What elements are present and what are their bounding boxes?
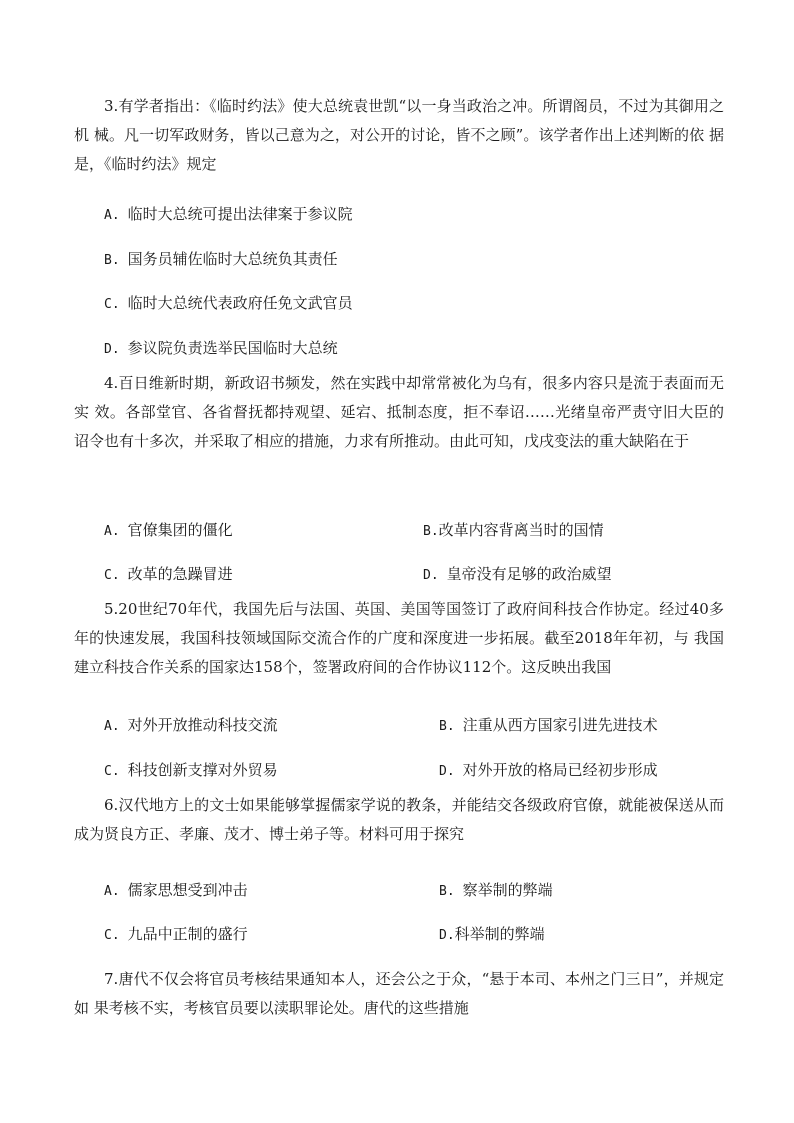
- option-letter: D.: [423, 568, 439, 583]
- option-letter: D.: [104, 342, 120, 357]
- option-letter: D.: [439, 928, 455, 943]
- option-letter: C.: [104, 764, 120, 779]
- option-text: 临时大总统代表政府任免文武官员: [127, 294, 353, 312]
- question-5: [74, 595, 724, 682]
- option-text: 皇帝没有足够的政治威望: [446, 565, 612, 583]
- question-6: [74, 791, 724, 849]
- question-stem: 5.20世纪70年代，我国先后与法国、英国、美国等国签订了政府间科技合作协定。经过40多 年的快速发展，我国科技领域国际交流合作的广度和深度进一步拓展。截至2018年年初，与 我国建立科技合作关系的国家达158个，签署政府间的合作协议112个。这反映出我国: [74, 600, 724, 676]
- option-a[interactable]: [104, 715, 278, 737]
- option-letter: C.: [104, 297, 120, 312]
- option-text: 儒家思想受到冲击: [127, 881, 248, 899]
- option-letter: B.: [439, 719, 455, 734]
- option-text: 改革的急躁冒进: [127, 565, 233, 583]
- option-letter: B.: [439, 884, 455, 899]
- option-c[interactable]: [104, 760, 278, 782]
- option-letter: A.: [104, 884, 120, 899]
- option-text: 九品中正制的盛行: [127, 925, 248, 943]
- option-letter: A.: [104, 208, 120, 223]
- option-b[interactable]: [439, 715, 658, 737]
- option-letter: B.: [104, 253, 120, 268]
- option-text: 科举制的弊端: [454, 925, 545, 943]
- question-stem: 4.百日维新时期，新政诏书频发，然在实践中却常常被化为乌有，很多内容只是流于表面而无实 效。各部堂官、各省督抚都持观望、延宕、抵制态度，拒不奉诏……光绪皇帝严责守旧大臣的 诏令也有十多次，并采取了相应的措施，力求有所推动。由此可知，戊戌变法的重大缺陷在于: [74, 374, 724, 450]
- question-stem: 3.有学者指出：《临时约法》使大总统袁世凯“以一身当政治之冲。所谓阁员，不过为其御用之机 械。凡一切军政财务，皆以己意为之，对公开的讨论，皆不之顾”。该学者作出上述判断的依 据是，《临时约法》规定: [74, 97, 724, 173]
- option-b[interactable]: [423, 520, 604, 542]
- option-c[interactable]: [104, 564, 233, 586]
- option-text: 对外开放推动科技交流: [127, 716, 278, 734]
- option-a[interactable]: [104, 204, 353, 226]
- option-text: 注重从西方国家引进先进技术: [462, 716, 658, 734]
- option-letter: C.: [104, 928, 120, 943]
- option-letter: C.: [104, 568, 120, 583]
- option-a[interactable]: [104, 520, 233, 542]
- option-letter: A.: [104, 719, 120, 734]
- option-d[interactable]: [423, 564, 612, 586]
- option-d[interactable]: [439, 760, 658, 782]
- option-c[interactable]: [104, 293, 353, 315]
- option-b[interactable]: [104, 249, 338, 271]
- option-text: 察举制的弊端: [462, 881, 553, 899]
- option-text: 改革内容背离当时的国情: [438, 521, 604, 539]
- option-a[interactable]: [104, 880, 248, 902]
- option-d[interactable]: [104, 338, 338, 360]
- option-letter: B.: [423, 524, 439, 539]
- question-7: [74, 965, 724, 1023]
- option-text: 对外开放的格局已经初步形成: [462, 761, 658, 779]
- option-b[interactable]: [439, 880, 553, 902]
- option-text: 官僚集团的僵化: [127, 521, 233, 539]
- question-stem: 6.汉代地方上的文士如果能够掌握儒家学说的教条，并能结交各级政府官僚，就能被保送从而 成为贤良方正、孝廉、茂才、博士弟子等。材料可用于探究: [74, 796, 724, 843]
- option-text: 临时大总统可提出法律案于参议院: [127, 205, 353, 223]
- option-d[interactable]: [439, 924, 545, 946]
- option-text: 参议院负责选举民国临时大总统: [127, 339, 338, 357]
- question-4: [74, 369, 724, 456]
- question-stem: 7.唐代不仅会将官员考核结果通知本人，还会公之于众，“悬于本司、本州之门三日”，并规定如 果考核不实，考核官员要以渎职罪论处。唐代的这些措施: [74, 970, 724, 1017]
- option-c[interactable]: [104, 924, 248, 946]
- option-text: 国务员辅佐临时大总统负其责任: [127, 250, 338, 268]
- option-text: 科技创新支撑对外贸易: [127, 761, 278, 779]
- question-3: [74, 92, 724, 179]
- option-letter: D.: [439, 764, 455, 779]
- option-letter: A.: [104, 524, 120, 539]
